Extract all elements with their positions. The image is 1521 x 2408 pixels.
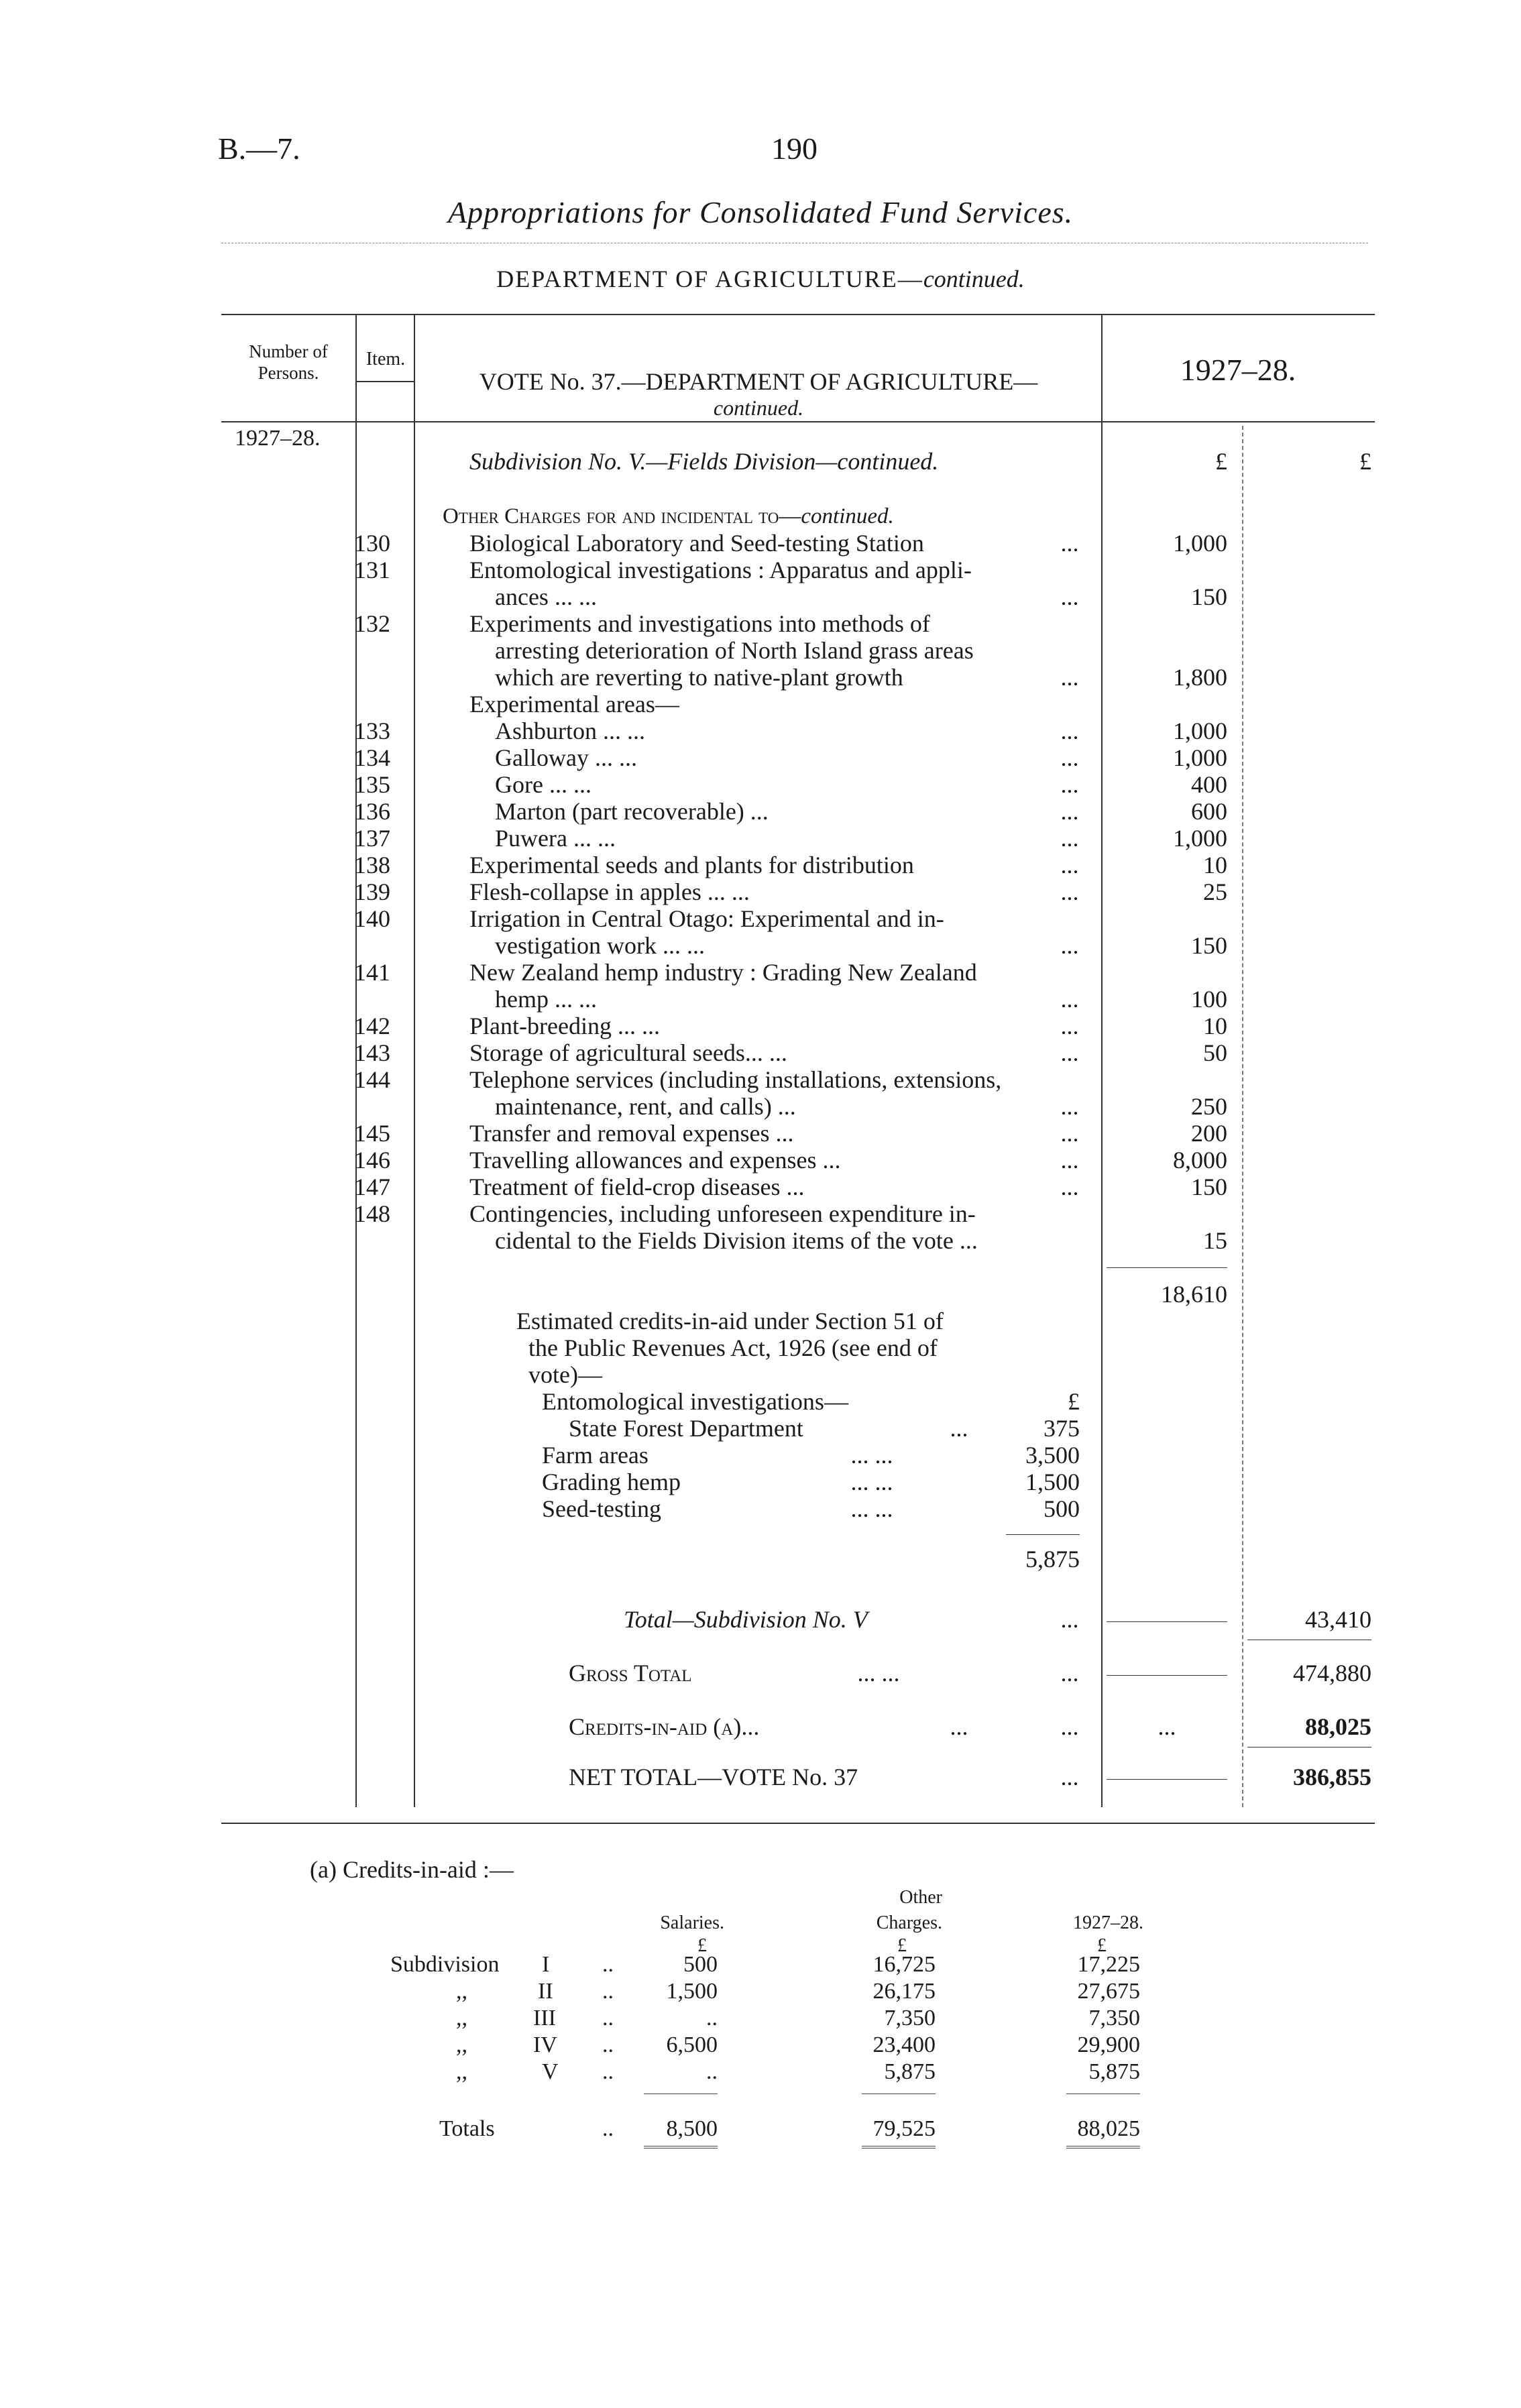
- item-amount: 8,000: [1173, 1147, 1227, 1173]
- credits-total-rule: [1006, 1534, 1080, 1535]
- item-dots: ...: [1060, 1120, 1079, 1147]
- year-column-header: 1927–28.: [1180, 353, 1296, 387]
- footnote-row-salaries: ..: [706, 2059, 718, 2084]
- header-item: Item.: [365, 349, 406, 369]
- footnote-double-rule-other: [862, 2146, 936, 2148]
- footnote-row-label: Subdivision: [390, 1952, 500, 1977]
- footnote-row-numeral: II: [538, 1979, 553, 2004]
- item-amount: 1,000: [1173, 718, 1227, 744]
- credits-row-amount: 500: [1044, 1495, 1080, 1522]
- credits-row-dots: ... ...: [850, 1442, 893, 1469]
- item-amount: 1,000: [1173, 530, 1227, 557]
- item-number: 145: [354, 1120, 390, 1147]
- credits-intro-line: Estimated credits-in-aid under Section 51 of: [516, 1308, 944, 1334]
- subtotal-amount: 18,610: [1161, 1281, 1227, 1308]
- net-total-dots: ...: [1060, 1764, 1079, 1790]
- footnote-row-other: 7,350: [884, 2006, 936, 2030]
- page-title: Appropriations for Consolidated Fund Services.: [447, 195, 1074, 229]
- footnote-totals-other: 79,525: [872, 2116, 936, 2141]
- item-description: Flesh-collapse in apples ... ...: [469, 878, 750, 905]
- footnote-col-year: 1927–28.: [1073, 1912, 1143, 1933]
- item-number: 147: [354, 1173, 390, 1200]
- item-dots: ...: [1060, 664, 1079, 691]
- credits-row-dots: ... ...: [850, 1469, 893, 1495]
- item-number: 142: [354, 1013, 390, 1039]
- item-description: New Zealand hemp industry : Grading New Zealand: [469, 959, 977, 986]
- item-number: 139: [354, 878, 390, 905]
- gross-total-dots: ...: [1060, 1660, 1079, 1686]
- item-description: Entomological investigations : Apparatus and appli-: [469, 557, 972, 583]
- footnote-double-rule-salaries: [644, 2146, 718, 2148]
- item-number: 132: [354, 610, 390, 637]
- footnote-row-year: 29,900: [1077, 2032, 1140, 2057]
- item-description: Experimental seeds and plants for distribution: [469, 852, 914, 878]
- credits-intro-line: vote)—: [528, 1361, 602, 1388]
- footnote-row-numeral: IV: [533, 2032, 557, 2057]
- footnote-row-other: 16,725: [872, 1952, 936, 1977]
- credits-row-dots: ... ...: [850, 1495, 893, 1522]
- footnote-pound-year: £: [1097, 1935, 1107, 1956]
- item-amount: 200: [1191, 1120, 1227, 1147]
- item-amount: 1,000: [1173, 744, 1227, 771]
- footnote-row-salaries: 500: [683, 1952, 718, 1977]
- item-dots: ...: [1060, 1039, 1079, 1066]
- item-group-heading: Experimental areas—: [469, 691, 679, 718]
- item-description: arresting deterioration of North Island grass areas: [495, 637, 974, 664]
- footnote-row-salaries: ..: [706, 2006, 718, 2030]
- item-description: Contingencies, including unforeseen expenditure in-: [469, 1200, 976, 1227]
- pound-sign-col1: £: [1215, 448, 1227, 475]
- item-amount: 400: [1191, 771, 1227, 798]
- item-number: 146: [354, 1147, 390, 1173]
- footnote-row-year: 17,225: [1077, 1952, 1140, 1977]
- other-charges-continued: continued.: [801, 504, 894, 528]
- item-number: 143: [354, 1039, 390, 1066]
- item-number: 131: [354, 557, 390, 583]
- item-description: Irrigation in Central Otago: Experimental and in-: [469, 905, 944, 932]
- footnote-row-salaries: 1,500: [666, 1979, 718, 2004]
- item-number: 134: [354, 744, 390, 771]
- item-dots: ...: [1060, 1147, 1079, 1173]
- footnote-totals-label: Totals: [439, 2116, 495, 2141]
- item-description: Galloway ... ...: [495, 744, 637, 771]
- subdivision-total-label: Total—Subdivision No. V: [624, 1606, 868, 1633]
- item-description: Biological Laboratory and Seed-testing Station: [469, 530, 924, 557]
- header-number-of-persons: Number of Persons.: [249, 341, 328, 383]
- subdivision-total-value: 43,410: [1305, 1606, 1371, 1633]
- item-description: Ashburton ... ...: [495, 718, 645, 744]
- item-number: 144: [354, 1066, 390, 1093]
- net-total-col1-dash: [1107, 1779, 1227, 1780]
- footnote-totals-year: 88,025: [1077, 2116, 1140, 2141]
- credits-row-label: Farm areas: [542, 1442, 649, 1469]
- page-number: 190: [771, 131, 818, 166]
- gross-total-value: 474,880: [1293, 1660, 1371, 1686]
- footnote-row-dots: ..: [602, 2059, 614, 2084]
- credits-in-aid-dots: ...: [1060, 1713, 1079, 1740]
- item-dots: ...: [1060, 932, 1079, 959]
- item-dots: ...: [1060, 878, 1079, 905]
- credits-total-amount: 5,875: [1025, 1546, 1080, 1572]
- item-description: Plant-breeding ... ...: [469, 1013, 660, 1039]
- credits-in-aid-label: Credits-in-aid (a)...: [569, 1713, 760, 1740]
- item-amount: 250: [1191, 1093, 1227, 1120]
- credits-row-amount: 3,500: [1025, 1442, 1080, 1469]
- item-number: 130: [354, 530, 390, 557]
- footnote-col-other-1: Other: [899, 1887, 942, 1908]
- item-description: Gore ... ...: [495, 771, 592, 798]
- footnote-row-numeral: I: [542, 1952, 550, 1977]
- footnote-row-other: 26,175: [872, 1979, 936, 2004]
- pound-sign-col2: £: [1359, 448, 1371, 475]
- other-charges-label: Other Charges for and incidental to—: [443, 504, 801, 528]
- footnote-row-year: 5,875: [1088, 2059, 1140, 2084]
- persons-year-label: 1927–28.: [235, 426, 321, 451]
- footnote-title: (a) Credits-in-aid :—: [310, 1856, 514, 1883]
- item-amount: 150: [1191, 583, 1227, 610]
- item-description: Transfer and removal expenses ...: [469, 1120, 794, 1147]
- subdivision-total-col1-dash: [1107, 1621, 1227, 1622]
- subdivision-heading: Subdivision No. V.—Fields Division—continued.: [469, 448, 939, 475]
- item-dots: ...: [1060, 718, 1079, 744]
- department-heading: [0, 265, 1521, 293]
- gross-total-label: Gross Total: [569, 1660, 692, 1686]
- footnote-row-dots: ..: [602, 1979, 614, 2004]
- item-dots: ...: [1060, 852, 1079, 878]
- item-description: Treatment of field-crop diseases ...: [469, 1173, 805, 1200]
- credits-row-label: Seed-testing: [542, 1495, 661, 1522]
- item-description: cidental to the Fields Division items of the vote ...: [495, 1227, 978, 1254]
- item-amount: 10: [1203, 1013, 1227, 1039]
- item-dots: ...: [1060, 771, 1079, 798]
- item-amount: 25: [1203, 878, 1227, 905]
- subdivision-total-dots: ...: [1060, 1606, 1079, 1633]
- column-rule-amounts: [1242, 426, 1243, 1807]
- credits-in-aid-mid-dots: ...: [950, 1713, 968, 1740]
- footnote-row-label: ,,: [456, 1979, 467, 2004]
- item-description: which are reverting to native-plant growth: [495, 664, 903, 691]
- item-dots: ...: [1060, 798, 1079, 825]
- net-total-label: NET TOTAL—VOTE No. 37: [569, 1764, 858, 1790]
- credits-ento-label: Entomological investigations—: [542, 1388, 848, 1415]
- table-top-rule: [221, 314, 1375, 315]
- credits-row-label: Grading hemp: [542, 1469, 681, 1495]
- credits-row-dots: ...: [950, 1415, 968, 1442]
- item-description: vestigation work ... ...: [495, 932, 705, 959]
- item-dots: ...: [1060, 1093, 1079, 1120]
- footnote-row-dots: ..: [602, 2006, 614, 2030]
- item-dots: ...: [1060, 583, 1079, 610]
- credits-in-aid-col1-dots: ...: [1158, 1713, 1176, 1740]
- footnote-totals-dots: ..: [602, 2116, 614, 2141]
- credits-row-amount: 375: [1044, 1415, 1080, 1442]
- department-name: DEPARTMENT OF AGRICULTURE—: [496, 266, 923, 292]
- credits-row-label: State Forest Department: [569, 1415, 803, 1442]
- footnote-row-numeral: III: [533, 2006, 556, 2030]
- item-amount: 50: [1203, 1039, 1227, 1066]
- footnote-pound-salaries: £: [697, 1935, 707, 1956]
- other-charges-heading: [443, 503, 894, 530]
- department-continued: continued.: [923, 266, 1025, 292]
- footnote-row-label: ,,: [456, 2006, 467, 2030]
- footnote-row-label: ,,: [456, 2032, 467, 2057]
- item-dots: ...: [1060, 1013, 1079, 1039]
- footnote-row-year: 7,350: [1088, 2006, 1140, 2030]
- item-description: ances ... ...: [495, 583, 597, 610]
- report-reference: B.—7.: [218, 131, 300, 166]
- credits-row-amount: 1,500: [1025, 1469, 1080, 1495]
- header-item-rule: [355, 381, 414, 382]
- item-amount: 1,800: [1173, 664, 1227, 691]
- item-number: 141: [354, 959, 390, 986]
- column-rule-item: [414, 315, 415, 1807]
- footnote-row-other: 23,400: [872, 2032, 936, 2057]
- item-amount: 100: [1191, 986, 1227, 1013]
- footnote-row-salaries: 6,500: [666, 2032, 718, 2057]
- item-number: 135: [354, 771, 390, 798]
- item-amount: 150: [1191, 1173, 1227, 1200]
- gross-total-mid-dots: ... ...: [857, 1660, 900, 1686]
- footnote-pound-other: £: [897, 1935, 907, 1956]
- credits-intro-line: the Public Revenues Act, 1926 (see end of: [528, 1334, 938, 1361]
- table-header-rule: [221, 421, 1375, 422]
- item-description: Marton (part recoverable) ...: [495, 798, 769, 825]
- item-dots: ...: [1060, 530, 1079, 557]
- item-description: Storage of agricultural seeds... ...: [469, 1039, 787, 1066]
- item-amount: 15: [1203, 1227, 1227, 1254]
- footnote-row-label: ,,: [456, 2059, 467, 2084]
- item-description: Experiments and investigations into methods of: [469, 610, 930, 637]
- footnote-col-salaries: Salaries.: [660, 1912, 724, 1933]
- table-bottom-rule: [221, 1823, 1375, 1824]
- credits-in-aid-value: 88,025: [1305, 1713, 1371, 1740]
- item-number: 140: [354, 905, 390, 932]
- item-number: 137: [354, 825, 390, 852]
- item-amount: 150: [1191, 932, 1227, 959]
- vote-heading-continued: continued.: [713, 396, 804, 420]
- item-amount: 10: [1203, 852, 1227, 878]
- item-dots: ...: [1060, 744, 1079, 771]
- item-number: 138: [354, 852, 390, 878]
- footnote-row-year: 27,675: [1077, 1979, 1140, 2004]
- credits-pound-sign: £: [1068, 1388, 1080, 1415]
- column-rule-text: [1101, 315, 1103, 1807]
- net-total-value: 386,855: [1293, 1764, 1371, 1790]
- item-description: Puwera ... ...: [495, 825, 616, 852]
- item-amount: 600: [1191, 798, 1227, 825]
- footnote-row-dots: ..: [602, 2032, 614, 2057]
- subtotal-rule: [1107, 1267, 1227, 1268]
- item-number: 136: [354, 798, 390, 825]
- item-description: hemp ... ...: [495, 986, 597, 1013]
- item-dots: ...: [1060, 825, 1079, 852]
- item-number: 148: [354, 1200, 390, 1227]
- footnote-totals-salaries: 8,500: [666, 2116, 718, 2141]
- item-description: Travelling allowances and expenses ...: [469, 1147, 841, 1173]
- footnote-row-other: 5,875: [884, 2059, 936, 2084]
- item-amount: 1,000: [1173, 825, 1227, 852]
- vote-heading: VOTE No. 37.—DEPARTMENT OF AGRICULTURE—: [479, 368, 1038, 395]
- gross-total-col1-dash: [1107, 1675, 1227, 1676]
- item-description: Telephone services (including installations, extensions,: [469, 1066, 1002, 1093]
- footnote-col-other-2: Charges.: [876, 1912, 942, 1933]
- footnote-row-dots: ..: [602, 1952, 614, 1977]
- item-number: 133: [354, 718, 390, 744]
- footnote-double-rule-year: [1066, 2146, 1140, 2148]
- footnote-row-numeral: V: [542, 2059, 559, 2084]
- item-description: maintenance, rent, and calls) ...: [495, 1093, 796, 1120]
- item-dots: ...: [1060, 1173, 1079, 1200]
- item-dots: ...: [1060, 986, 1079, 1013]
